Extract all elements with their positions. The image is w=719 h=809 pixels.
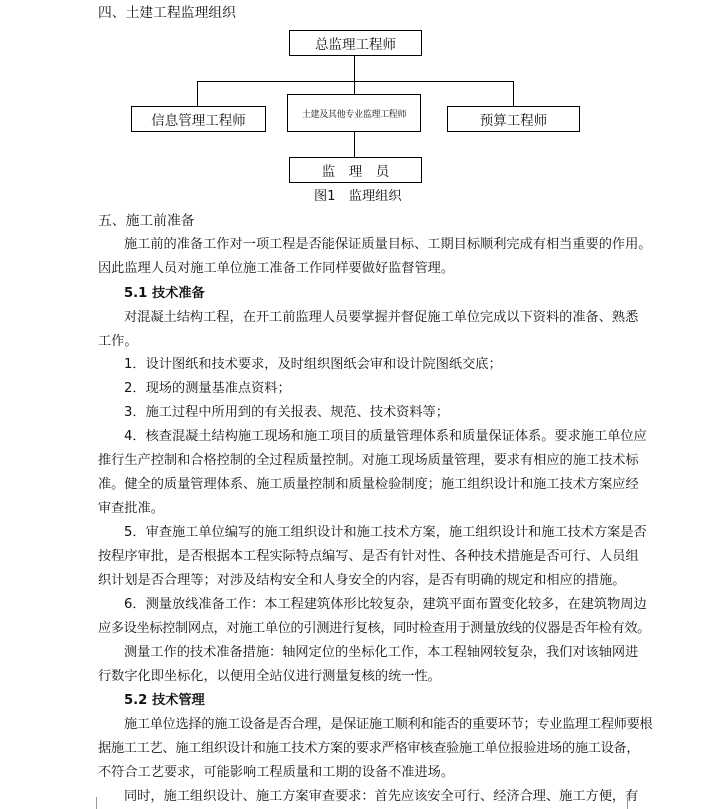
paragraph-line: 因此监理人员对施工单位施工准备工作同样要做好监督管理。: [98, 261, 455, 276]
org-node-civil-engineer: 土建及其他专业监理工程师: [287, 94, 421, 132]
paragraph-line: 准。健全的质量管理体系、施工质量控制和质量检验制度；施工组织设计和施工技术方案应经: [98, 477, 639, 492]
paragraph-line: 应多设坐标控制网点，对施工单位的引测进行复核，同时检查用于测量放线的仪器是否年检有效。: [98, 621, 651, 636]
page-corner-marker: [96, 797, 97, 809]
org-connector: [513, 81, 514, 107]
paragraph-line: 推行生产控制和合格控制的全过程质量控制。对施工现场质量管理，要求有相应的施工技术标: [98, 453, 639, 468]
org-connector: [354, 81, 355, 95]
org-connector: [354, 132, 355, 158]
paragraph-line: 据施工工艺、施工组织设计和施工技术方案的要求严格审核查验施工单位报验进场的施工设备，: [98, 741, 640, 756]
org-connector: [354, 56, 355, 82]
org-chart-caption: 图1 监理组织: [314, 189, 402, 204]
paragraph-line: 同时，施工组织设计、施工方案审查要求：首先应该安全可行、经济合理、施工方便，有: [124, 789, 639, 804]
org-node-supervisor: 监 理 员: [289, 157, 422, 183]
paragraph-line: 不符合工艺要求，可能影响工程质量和工期的设备不准进场。: [98, 765, 455, 780]
subsection-5-2-heading: 5.2 技术管理: [124, 693, 205, 708]
list-item: 5．审查施工单位编写的施工组织设计和施工技术方案，施工组织设计和施工技术方案是否: [124, 525, 647, 540]
org-node-budget-engineer: 预算工程师: [447, 106, 580, 132]
paragraph-line: 测量工作的技术准备措施：轴网定位的坐标化工作，本工程轴网较复杂，我们对该轴网进: [124, 645, 639, 660]
org-connector: [197, 81, 198, 107]
org-node-chief-supervisor: 总监理工程师: [289, 30, 422, 56]
list-item: 2．现场的测量基准点资料；: [124, 381, 291, 396]
paragraph-line: 施工前的准备工作对一项工程是否能保证质量目标、工期目标顺利完成有相当重要的作用。: [124, 237, 652, 252]
paragraph-line: 施工单位选择的施工设备是否合理，是保证施工顺利和能否的重要环节；专业监理工程师要根: [124, 717, 653, 732]
org-node-info-engineer: 信息管理工程师: [131, 106, 266, 132]
paragraph-line: 审查批准。: [98, 501, 164, 516]
paragraph-line: 工作。: [98, 334, 138, 349]
section-4-heading: 四、土建工程监理组织: [98, 5, 236, 21]
subsection-5-1-heading: 5.1 技术准备: [124, 286, 205, 301]
section-5-heading: 五、施工前准备: [98, 213, 195, 229]
paragraph-line: 行数字化即坐标化，以便用全站仪进行测量复核的统一性。: [98, 669, 441, 684]
list-item: 6．测量放线准备工作：本工程建筑体形比较复杂，建筑平面布置变化较多，在建筑物周边: [124, 597, 647, 612]
list-item: 4．核查混凝土结构施工现场和施工项目的质量管理体系和质量保证体系。要求施工单位应: [124, 429, 647, 444]
paragraph-line: 织计划是否合理等；对涉及结构安全和人身安全的内容，是否有明确的规定和相应的措施。: [98, 573, 626, 588]
list-item: 3．施工过程中所用到的有关报表、规范、技术资料等；: [124, 405, 449, 420]
org-connector: [197, 81, 514, 82]
paragraph-line: 按程序审批，是否根据本工程实际特点编写、是否有针对性、各种技术措施是否可行、人员组: [98, 549, 639, 564]
page-corner-marker: [627, 797, 628, 809]
paragraph-line: 对混凝土结构工程，在开工前监理人员要掌握并督促施工单位完成以下资料的准备、熟悉: [124, 310, 639, 325]
list-item: 1．设计图纸和技术要求，及时组织图纸会审和设计院图纸交底；: [124, 357, 502, 372]
